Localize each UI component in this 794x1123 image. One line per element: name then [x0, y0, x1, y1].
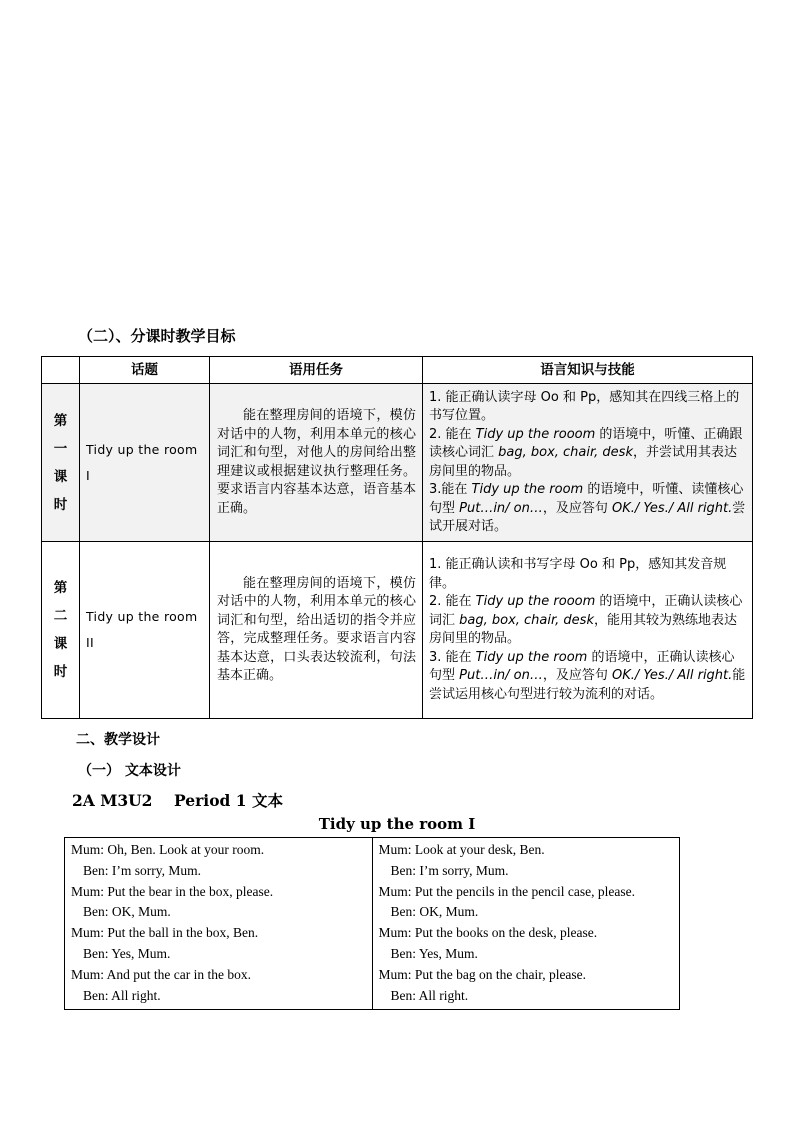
period-char: 第 — [53, 580, 68, 596]
task-cell — [210, 542, 423, 719]
dialogue-right-column — [372, 838, 680, 1010]
skills-cell — [423, 384, 753, 542]
header-task: 语用任务 — [210, 357, 423, 384]
topic-number: II — [86, 635, 94, 650]
dialogue-table — [64, 837, 680, 1010]
skill-item: 2. 能在 Tidy up the rooom 的语境中，正确认读核心词汇 bag, box, chair, desk，能用其较为熟练地表达房间里的物品。 — [429, 594, 743, 646]
objectives-table — [41, 356, 753, 719]
objectives-row-period-2 — [42, 542, 753, 719]
topic-number: I — [86, 467, 90, 483]
dialogue-line: Mum: Look at your desk, Ben. — [378, 842, 545, 857]
header-skills: 语言知识与技能 — [423, 357, 753, 384]
dialogue-line: Mum: And put the car in the box. — [71, 966, 251, 982]
dialogue-line: Mum: Put the books on the desk, please. — [378, 925, 598, 941]
skill-item: 3.能在 Tidy up the room 的语境中，听懂、读懂核心句型 Put…in/ on…，及应答句 OK./ Yes./ All right.尝试开展对话。 — [429, 482, 746, 534]
header-period — [42, 357, 80, 384]
period-char: 课 — [53, 636, 68, 652]
period-char: 一 — [53, 440, 68, 457]
period-heading: 2A M3U2 Period 1 文本 — [72, 791, 283, 810]
skill-item: 1. 能正确认读字母 Oo 和 Pp，感知其在四线三格上的书写位置。 — [429, 389, 740, 423]
dialogue-line: Ben: OK, Mum. — [390, 904, 479, 920]
period-label — [42, 384, 80, 542]
objectives-row-period-1 — [42, 384, 753, 542]
dialogue-line: Ben: OK, Mum. — [83, 904, 171, 920]
period-label — [42, 542, 80, 719]
dialogue-line: Mum: Put the ball in the box, Ben. — [71, 925, 259, 941]
topic-text: Tidy up the room — [86, 609, 198, 624]
task-text: 能在整理房间的语境下，模仿对话中的人物，利用本单元的核心词汇和句型，对他人的房间给出整理建议或根据建议执行整理任务。要求语言内容基本达意，语音基本正确。 — [217, 408, 416, 516]
header-topic: 话题 — [80, 357, 210, 384]
dialogue-line: Ben: I’m sorry, Mum. — [390, 862, 509, 878]
dialogue-line: Ben: Yes, Mum. — [390, 945, 478, 961]
dialogue-line: Mum: Put the bag on the chair, please. — [378, 966, 587, 982]
skill-item: 3. 能在 Tidy up the room 的语境中，正确认读核心句型 Put…in/ on…，及应答句 OK./ Yes./ All right.能尝试运用核心句型进行较为流利的对话。 — [429, 649, 746, 702]
period-char: 第 — [53, 412, 68, 429]
dialogue-title: Tidy up the room I — [318, 815, 476, 833]
dialogue-line: Ben: All right. — [390, 987, 469, 1003]
dialogue-line: Mum: Put the pencils in the pencil case, please. — [378, 883, 635, 899]
dialogue-line: Ben: I’m sorry, Mum. — [83, 862, 201, 878]
dialogue-line: Mum: Put the bear in the box, please. — [71, 883, 274, 899]
text-design-heading: （一） 文本设计 — [78, 763, 181, 779]
teaching-design-heading: 二、教学设计 — [76, 732, 160, 748]
topic-cell — [80, 384, 210, 542]
period-char: 课 — [53, 468, 68, 485]
dialogue-line: Ben: Yes, Mum. — [83, 945, 171, 961]
period-char: 二 — [53, 608, 68, 624]
task-cell — [210, 384, 423, 542]
skill-item: 2. 能在 Tidy up the rooom 的语境中，听懂、正确跟读核心词汇 bag, box, chair, desk，并尝试用其表达房间里的物品。 — [429, 426, 743, 479]
period-char: 时 — [53, 664, 68, 680]
topic-text: Tidy up the room — [86, 441, 198, 457]
dialogue-line: Ben: All right. — [83, 987, 161, 1003]
objectives-header-row — [42, 357, 753, 384]
dialogue-left-column — [65, 838, 373, 1010]
task-text: 能在整理房间的语境下，模仿对话中的人物，利用本单元的核心词汇和句型，给出适切的指令并应答，完成整理任务。要求语言内容基本达意，口头表达较流利，句法基本正确。 — [217, 575, 416, 683]
objectives-heading: （二）、分课时教学目标 — [78, 327, 236, 345]
dialogue-line: Mum: Oh, Ben. Look at your room. — [71, 842, 265, 857]
period-char: 时 — [53, 496, 68, 513]
topic-cell — [80, 542, 210, 719]
skill-item: 1. 能正确认读和书写字母 Oo 和 Pp，感知其发音规律。 — [429, 557, 727, 591]
skills-cell — [423, 542, 753, 719]
